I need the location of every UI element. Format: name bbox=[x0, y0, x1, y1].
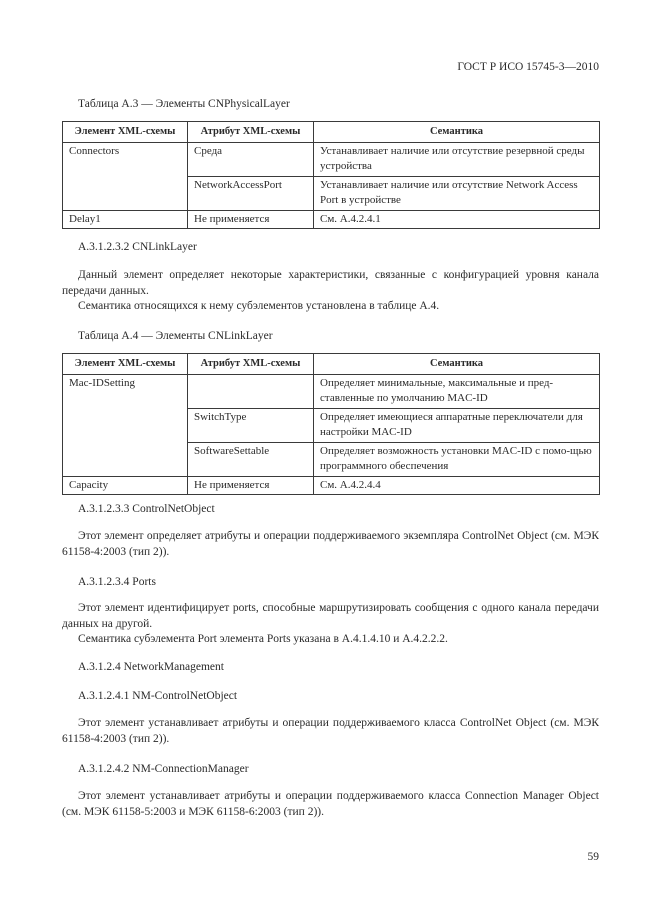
section-heading: А.3.1.2.4.1 NM-ControlNetObject bbox=[78, 690, 238, 702]
table-row bbox=[63, 142, 600, 176]
column-header-semantics: Семантика bbox=[314, 354, 600, 375]
column-header-attribute: Атрибут XML-схемы bbox=[188, 354, 314, 375]
attribute-cell: SoftwareSettable bbox=[188, 442, 314, 476]
attribute-cell: SwitchType bbox=[188, 408, 314, 442]
semantics-cell: См. А.4.2.4.1 bbox=[314, 210, 600, 229]
paragraph: Этот элемент идентифицирует ports, способные маршрутизировать сообщения с одного канала передачи данных на другой. bbox=[62, 602, 599, 630]
document-code-header: ГОСТ Р ИСО 15745-3—2010 bbox=[457, 61, 599, 73]
column-header-semantics: Семантика bbox=[314, 122, 600, 143]
section-heading: А.3.1.2.3.4 Ports bbox=[78, 576, 156, 588]
element-cell: Connectors bbox=[63, 142, 188, 210]
table-a3 bbox=[62, 121, 600, 229]
semantics-cell: Определяет возможность установки MAC-ID с помо-щью программного обеспечения bbox=[314, 442, 600, 476]
page-number: 59 bbox=[587, 851, 599, 863]
paragraph: Этот элемент устанавливает атрибуты и операции поддерживаемого класса Connection Manager Object (см. МЭК 61158-5:2003 и МЭК 61158-6:2003 (тип 2)). bbox=[62, 790, 599, 818]
table-row bbox=[63, 374, 600, 408]
element-cell: Delay1 bbox=[63, 210, 188, 229]
table-header-row bbox=[63, 354, 600, 375]
section-heading: А.3.1.2.3.3 ControlNetObject bbox=[78, 503, 215, 515]
column-header-attribute: Атрибут XML-схемы bbox=[188, 122, 314, 143]
column-header-element: Элемент XML-схемы bbox=[63, 354, 188, 375]
column-header-element: Элемент XML-схемы bbox=[63, 122, 188, 143]
table-header-row bbox=[63, 122, 600, 143]
paragraph: Этот элемент устанавливает атрибуты и операции поддерживаемого класса ControlNet Object (см. МЭК 61158-4:2003 (тип 2)). bbox=[62, 717, 599, 745]
semantics-cell: Устанавливает наличие или отсутствие Network Access Port в устройстве bbox=[314, 176, 600, 210]
table-row bbox=[63, 210, 600, 229]
paragraph: Данный элемент определяет некоторые характеристики, связанные с конфигурацией уровня канала передачи данных. bbox=[62, 269, 599, 297]
semantics-cell: Определяет имеющиеся аппаратные переключатели для настройки MAC-ID bbox=[314, 408, 600, 442]
element-cell: Mac-IDSetting bbox=[63, 374, 188, 476]
section-heading: А.3.1.2.4.2 NM-ConnectionManager bbox=[78, 763, 249, 775]
paragraph: Этот элемент определяет атрибуты и операции поддерживаемого экземпляра ControlNet Object (см. МЭК 61158-4:2003 (тип 2)). bbox=[62, 530, 599, 558]
element-cell: Capacity bbox=[63, 476, 188, 495]
attribute-cell: Не применяется bbox=[188, 210, 314, 229]
attribute-cell bbox=[188, 374, 314, 408]
paragraph: Семантика субэлемента Port элемента Ports указана в А.4.1.4.10 и А.4.2.2.2. bbox=[78, 633, 448, 645]
table-a4 bbox=[62, 353, 600, 495]
table-a3-caption: Таблица А.3 — Элементы CNPhysicalLayer bbox=[78, 98, 290, 110]
semantics-cell: Устанавливает наличие или отсутствие резервной среды устройства bbox=[314, 142, 600, 176]
table-row bbox=[63, 476, 600, 495]
attribute-cell: NetworkAccessPort bbox=[188, 176, 314, 210]
attribute-cell: Не применяется bbox=[188, 476, 314, 495]
attribute-cell: Среда bbox=[188, 142, 314, 176]
semantics-cell: Определяет минимальные, максимальные и пред-ставленные по умолчанию MAC-ID bbox=[314, 374, 600, 408]
semantics-cell: См. А.4.2.4.4 bbox=[314, 476, 600, 495]
section-heading: А.3.1.2.3.2 CNLinkLayer bbox=[78, 241, 197, 253]
table-a4-caption: Таблица А.4 — Элементы CNLinkLayer bbox=[78, 330, 273, 342]
paragraph: Семантика относящихся к нему субэлементов установлена в таблице А.4. bbox=[78, 300, 440, 312]
section-heading: А.3.1.2.4 NetworkManagement bbox=[78, 661, 224, 673]
